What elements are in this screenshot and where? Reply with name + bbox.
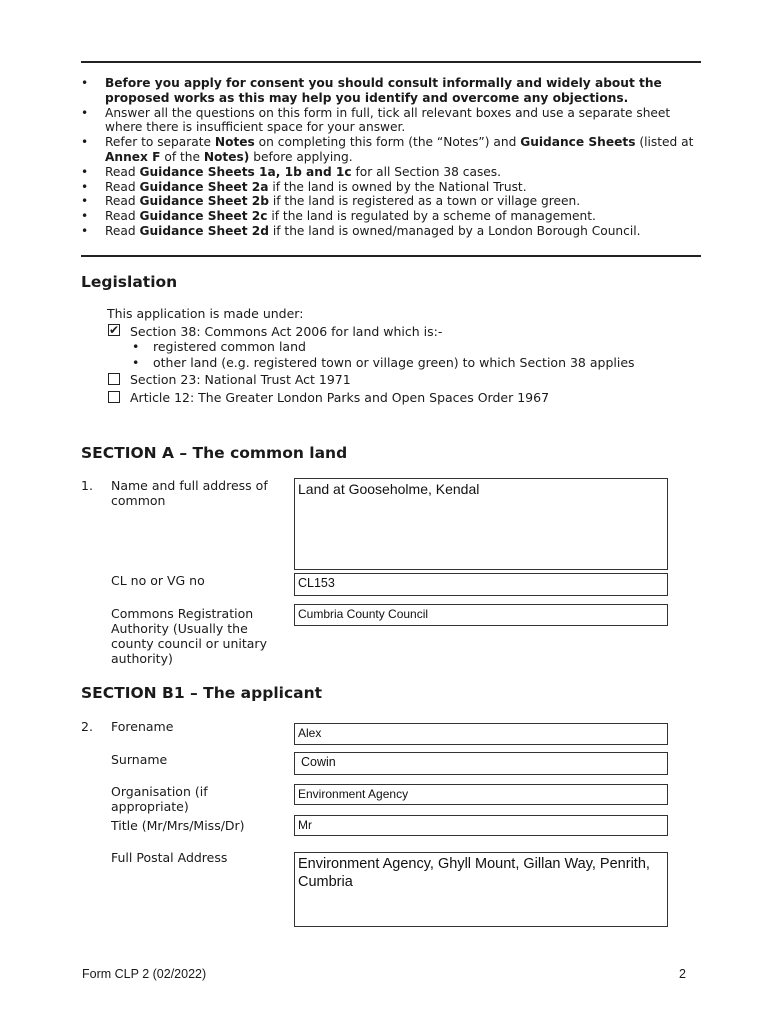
legislation-heading: Legislation — [81, 273, 178, 291]
bullet-text-run: for all Section 38 cases. — [351, 164, 502, 179]
bullet-text-run: Answer all the questions on this form in full, tick all relevant boxes and use a separate sheet where there is insufficient space for your answer. — [105, 105, 671, 135]
bullet-dot: • — [81, 194, 89, 209]
registration-authority-label: Commons Registration Authority (Usually the county council or unitary authority) — [111, 606, 267, 666]
bullet-text-run: if the land is registered as a town or village green. — [268, 194, 581, 209]
bullet-text-run: Read — [105, 164, 140, 179]
section-b1-heading: SECTION B1 – The applicant — [81, 684, 323, 702]
bullet-text-run: of the — [160, 149, 204, 164]
bullet-dot: • — [81, 223, 89, 238]
bullet-dot: • — [81, 135, 89, 150]
postal-address-field[interactable]: Environment Agency, Ghyll Mount, Gillan Way, Penrith, Cumbria — [294, 852, 668, 927]
title-field[interactable]: Mr — [294, 815, 668, 836]
bullet-text-run: Read — [105, 179, 140, 194]
question-2-number: 2. — [81, 719, 93, 734]
bullet-dot: • — [81, 209, 89, 224]
postal-address-label: Full Postal Address — [111, 850, 228, 865]
bullet-dot: • — [81, 179, 89, 194]
intro-bullet-item — [81, 106, 701, 136]
forename-field[interactable]: Alex — [294, 723, 668, 745]
legislation-intro: This application is made under: — [107, 306, 304, 321]
surname-label: Surname — [111, 752, 168, 767]
intro-bullet-item — [81, 209, 701, 224]
bullet-text-run: (listed at — [635, 135, 694, 150]
sub-bullet-1: • — [132, 339, 140, 354]
intro-bullet-list — [81, 76, 701, 239]
surname-field[interactable]: Cowin — [294, 752, 668, 775]
intro-bullet-item — [81, 135, 701, 165]
bullet-text-run: Read — [105, 209, 140, 224]
article-12-label: Article 12: The Greater London Parks and Open Spaces Order 1967 — [130, 390, 550, 405]
bullet-text-run: if the land is owned/managed by a London Borough Council. — [268, 223, 641, 238]
intro-bullet-item — [81, 165, 701, 180]
sub-item-other-land: other land (e.g. registered town or village green) to which Section 38 applies — [153, 355, 635, 370]
bullet-text-run: Notes) — [203, 149, 250, 164]
bullet-text-run: Notes — [214, 135, 255, 150]
organisation-field[interactable]: Environment Agency — [294, 784, 668, 805]
cl-number-label: CL no or VG no — [111, 573, 205, 588]
intro-bullet-item — [81, 194, 701, 209]
intro-bullet-item — [81, 180, 701, 195]
section-23-label: Section 23: National Trust Act 1971 — [130, 372, 351, 387]
bullet-text-run: Guidance Sheet 2b — [139, 194, 269, 209]
bullet-text-run: Before you apply for consent you should consult informally and widely about the proposed works as this may help you identify and overcome any objections. — [105, 76, 662, 105]
section-38-checkbox[interactable]: ✔ — [109, 323, 120, 337]
cl-number-field[interactable]: CL153 — [294, 573, 668, 596]
section-23-checkbox[interactable] — [108, 373, 120, 385]
article-12-checkbox[interactable] — [108, 391, 120, 403]
bullet-text-run: Guidance Sheet 2a — [139, 179, 269, 194]
intro-bullet-item — [81, 224, 701, 239]
bullet-text-run: before applying. — [249, 149, 353, 164]
common-name-field[interactable]: Land at Gooseholme, Kendal — [294, 478, 668, 570]
bullet-text-run: if the land is regulated by a scheme of management. — [267, 209, 596, 224]
form-id: Form CLP 2 (02/2022) — [82, 967, 207, 981]
forename-label: Forename — [111, 719, 174, 734]
common-name-label: Name and full address of common — [111, 478, 268, 508]
page-number: 2 — [679, 967, 686, 981]
bullet-dot: • — [81, 76, 89, 90]
question-1-number: 1. — [81, 478, 93, 493]
bullet-text-run: Guidance Sheets 1a, 1b and 1c — [139, 164, 352, 179]
bullet-dot: • — [81, 164, 89, 179]
bullet-text-run: Guidance Sheet 2d — [139, 223, 269, 238]
organisation-label: Organisation (if appropriate) — [111, 784, 208, 814]
bullet-dot: • — [81, 105, 89, 120]
section-a-heading: SECTION A – The common land — [81, 444, 348, 462]
bullet-text-run: on completing this form (the “Notes”) and — [254, 135, 521, 150]
section-38-label: Section 38: Commons Act 2006 for land which is:- — [130, 324, 443, 339]
registration-authority-field[interactable]: Cumbria County Council — [294, 604, 668, 626]
bullet-text-run: Read — [105, 194, 140, 209]
sub-bullet-2: • — [132, 355, 140, 370]
bullet-text-run: Refer to separate — [105, 135, 215, 150]
bullet-text-run: Read — [105, 223, 140, 238]
sub-item-registered-common-land: registered common land — [153, 339, 306, 354]
top-rule — [81, 61, 701, 63]
intro-bullet-item — [81, 76, 701, 106]
bullet-text-run: Annex F — [105, 149, 161, 164]
section-rule — [81, 255, 701, 257]
bullet-text-run: Guidance Sheets — [520, 135, 636, 150]
bullet-text-run: if the land is owned by the National Trust. — [268, 179, 527, 194]
bullet-text-run: Guidance Sheet 2c — [139, 209, 268, 224]
title-label: Title (Mr/Mrs/Miss/Dr) — [111, 818, 245, 833]
